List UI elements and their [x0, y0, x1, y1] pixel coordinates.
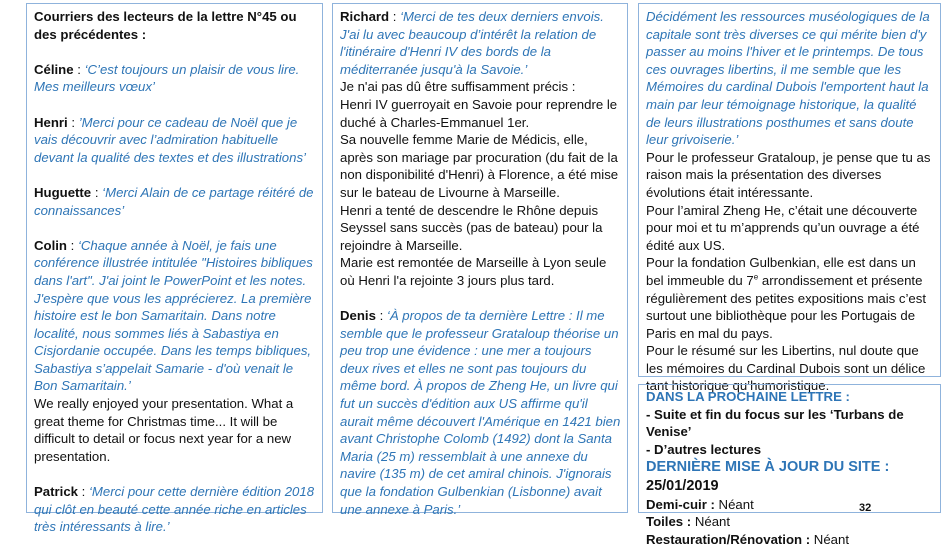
site-update: DERNIÈRE MISE À JOUR DU SITE : 25/01/2019	[646, 459, 890, 494]
status-line: Restauration/Rénovation : Néant	[646, 531, 849, 547]
quote-continuation: Décidément les ressources muséologiques de la capitale sont très diverses ce qui mérite bien d'y passer au moins l'hiver et le printemps. De tous ces ouvrages libertins, il me semble que les Mémoires du cardinal Dubois l'emportent haut la main par leur témoignage historique, la qualité de leurs illustrations posthumes et sans doute leur grivoiserie.’	[646, 9, 930, 148]
next-issue-item: - Suite et fin du focus sur les ‘Turbans de Venise’	[646, 406, 904, 440]
reply-paragraph: Pour l’amiral Zheng He, c’était une découverte pour moi et tu m’apprends qu’un ouvrage a été édité aux US.	[646, 202, 920, 253]
replies-column	[332, 3, 628, 517]
next-issue-title: DANS LA PROCHAINE LETTRE :	[646, 389, 850, 404]
reply-paragraph: Henri IV guerroyait en Savoie pour reprendre le duché à Charles-Emmanuel 1er.	[340, 96, 618, 130]
letter-celine: Céline : ‘C’est toujours un plaisir de vous lire. Mes meilleurs vœux’	[34, 61, 300, 95]
letter-huguette: Huguette : ‘Merci Alain de ce partage réitéré de connaissances’	[34, 184, 314, 218]
reply-paragraph: Henri a tenté de descendre le Rhône depuis Seyssel sans succès (pas de bateau) pour la rejoindre à Marseille.	[340, 202, 603, 253]
letter-denis: Denis : ‘À propos de ta dernière Lettre : Il me semble que le professeur Grataloup théorise un peu trop une évidence : une mer a toujours deux rives et elles ne sont pas toujours du même bord. À propos de Zheng He, un livre qui fut un succès d'édition aux US affirme qu'il aurait même découvert l'Amérique en 1421 bien avant Christophe Colomb (1492) dont la Santa Maria (25 m) ressemblait à une annexe du navire (135 m) de cet amiral chinois. J'ignorais que la fondation Gulbenkian (Lisbonne) avait une annexe à Paris.’	[340, 308, 621, 517]
letter-richard: Richard : ‘Merci de tes deux derniers envois. J'ai lu avec beaucoup d’intérêt la relation de l'itinéraire d'Henri IV des bords de la méditerranée jusqu'à la Savoie.’	[340, 9, 604, 77]
reply-paragraph: Sa nouvelle femme Marie de Médicis, elle, après son mariage par procuration (du fait de la non disponibilité d'Henri) à Florence, a été mise sur le bateau de Livourne à Marseille.	[340, 132, 619, 200]
letters-title: Courriers des lecteurs de la lettre N°45 ou des précédentes :	[34, 9, 297, 42]
reader-letters-column	[26, 3, 323, 535]
status-line: Toiles : Néant	[646, 514, 731, 530]
letter-patrick: Patrick : ‘Merci pour cette dernière édition 2018 qui clôt en beauté cette année riche en articles très intéressants à lire.’	[34, 484, 315, 535]
colin-english-note: We really enjoyed your presentation. What a great theme for Christmas time... It will be difficult to detail or focus next year for a new presentation.	[34, 396, 294, 464]
reply-paragraph: Pour le professeur Grataloup, je pense que tu as raison mais la présentation des diverses évolutions était intéressante.	[646, 149, 931, 200]
letter-henri: Henri : ’Merci pour ce cadeau de Noël que je vais découvrir avec l’admiration habituelle devant la qualité des textes et des illustrations’	[34, 114, 306, 165]
reply-paragraph: Pour la fondation Gulbenkian, elle est dans un bel immeuble du 7e arrondissement et présente régulièrement des petites expositions mais c’est surtout une bibliothèque pour les Portugais de Paris en mal du pays.	[646, 255, 927, 341]
reply-paragraph: Je n'ai pas dû être suffisamment précis :	[340, 79, 576, 95]
reply-paragraph: Marie est remontée de Marseille à Lyon seule où Henri l'a rejointe 3 jours plus tard.	[340, 255, 607, 288]
reply-paragraph: Pour le résumé sur les Libertins, nul doute que les mémoires du Cardinal Dubois sont un délice tant historique qu’humoristique.	[646, 343, 926, 394]
status-line: Demi-cuir : Néant	[646, 496, 754, 512]
next-issue-box	[638, 384, 941, 547]
page-number: 32	[859, 502, 872, 514]
next-issue-item: - D’autres lectures	[646, 441, 762, 457]
continuation-column	[638, 3, 941, 394]
letter-colin: Colin : ‘Chaque année à Noël, je fais une conférence illustrée intitulée "Histoires bibliques dans l'art". J'ai joint le PowerPoint et les notes. J'espère que vous les apprécierez. La première histoire est le bon Samaritain. Dans notre localité, nous sommes liés à Sabastiya en Cisjordanie occupée. Dans les temps bibliques, Sabastiya s’appelait Samarie - d'où venait le Bon Samaritain.’	[34, 237, 313, 394]
